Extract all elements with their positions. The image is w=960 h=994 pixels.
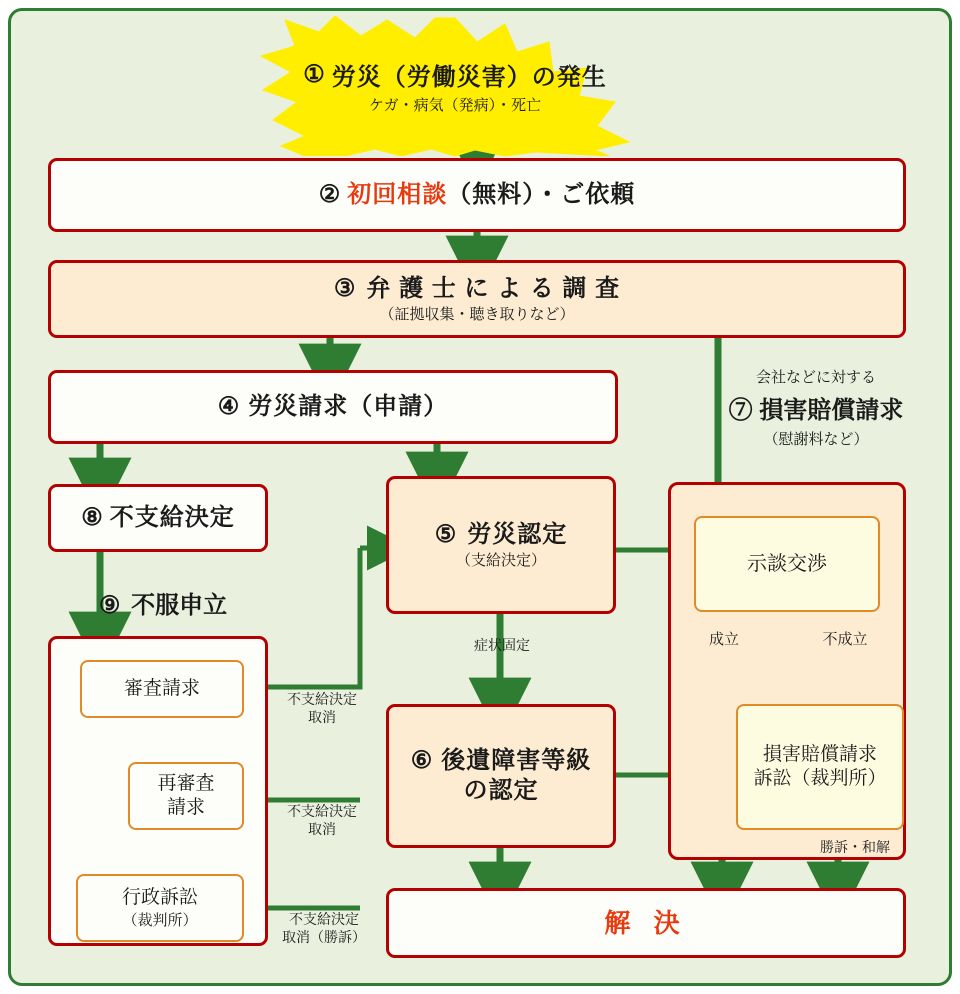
step6-title-line2: の認定 xyxy=(463,777,539,804)
step2-number: ② xyxy=(318,181,342,208)
step3-node[interactable] xyxy=(48,260,906,338)
admin-lawsuit-line1: 行政訴訟 xyxy=(121,886,198,908)
admin-lawsuit-line2: （裁判所） xyxy=(122,911,198,929)
edge-label-cancel-1-line2: 取消 xyxy=(308,709,336,726)
edge-label-cancel-3-line1: 不支給決定 xyxy=(289,911,359,927)
step6-node[interactable] xyxy=(386,704,616,848)
step3-subtitle: （証拠収集・聴き取りなど） xyxy=(379,305,575,323)
step2-node[interactable] xyxy=(48,158,906,232)
settlement-talks-label: 示談交渉 xyxy=(747,552,827,575)
step4-number: ④ xyxy=(217,393,241,420)
edge-label-cancel-1-line1: 不支給決定 xyxy=(287,691,357,707)
step2-rest: （無料）・ご依頼 xyxy=(447,181,636,208)
step8-number: ⑧ xyxy=(81,504,104,531)
step4-title: 労災請求（申請） xyxy=(248,393,449,420)
damages-lawsuit-line1: 損害賠償請求 xyxy=(762,744,877,766)
edge-label-not-settled: 不成立 xyxy=(822,631,868,648)
step3-number: ③ xyxy=(333,274,357,302)
settlement-talks-node[interactable] xyxy=(694,516,880,612)
step7-header xyxy=(690,366,942,449)
edge-label-cancel-3 xyxy=(264,910,384,946)
damages-lawsuit-line2: 訴訟（裁判所） xyxy=(753,768,887,789)
step3-title: 弁 護 士 に よ る 調 査 xyxy=(366,274,621,302)
admin-lawsuit-node[interactable] xyxy=(76,874,244,942)
edge-label-symptom-fixed: 症状固定 xyxy=(474,637,530,653)
step7-line1: 会社などに対する xyxy=(755,369,876,386)
step5-subtitle: （支給決定） xyxy=(455,551,546,569)
damages-lawsuit-node[interactable] xyxy=(736,704,904,830)
edge-label-cancel-2-line1: 不支給決定 xyxy=(287,803,357,819)
step5-title: 労災認定 xyxy=(467,520,568,548)
resolution-node[interactable] xyxy=(386,888,906,958)
step9-number: ⑨ xyxy=(98,592,121,619)
edge-label-settled: 成立 xyxy=(708,631,739,648)
review-request-label: 審査請求 xyxy=(123,678,200,700)
step9-title: 不服申立 xyxy=(131,592,228,619)
step8-title: 不支給決定 xyxy=(109,504,235,531)
step7-line2: ⑦ 損害賠償請求 xyxy=(728,397,904,424)
step5-node[interactable] xyxy=(386,476,616,614)
edge-label-cancel-3-line2: 取消（勝訴） xyxy=(282,929,366,946)
step1-number: ① xyxy=(303,61,326,88)
re-review-request-node[interactable] xyxy=(128,762,244,830)
review-request-node[interactable] xyxy=(80,660,244,718)
re-review-request-line2: 請求 xyxy=(166,797,205,818)
step6-number: ⑥ xyxy=(410,747,434,774)
re-review-request-line1: 再審査 xyxy=(157,773,215,795)
step2-highlight: 初回相談 xyxy=(347,181,448,208)
step4-node[interactable] xyxy=(48,370,618,444)
step9-header xyxy=(48,585,278,620)
edge-label-cancel-2 xyxy=(268,802,376,838)
edge-label-cancel-1 xyxy=(268,690,376,726)
step1-title: 労災（労働災害）の発生 xyxy=(331,64,607,91)
step1-star xyxy=(205,16,705,156)
resolution-label: 解 決 xyxy=(604,907,688,938)
step6-title-line1: 後遺障害等級 xyxy=(441,747,592,774)
edge-label-cancel-2-line2: 取消 xyxy=(308,821,336,838)
step8-node[interactable] xyxy=(48,484,268,552)
step1-subtitle: ケガ・病気（発病）・死亡 xyxy=(368,97,542,114)
edge-label-win-or-settle: 勝訴・和解 xyxy=(820,839,890,855)
step7-line3: （慰謝料など） xyxy=(763,431,869,448)
step5-number: ⑤ xyxy=(434,520,458,548)
